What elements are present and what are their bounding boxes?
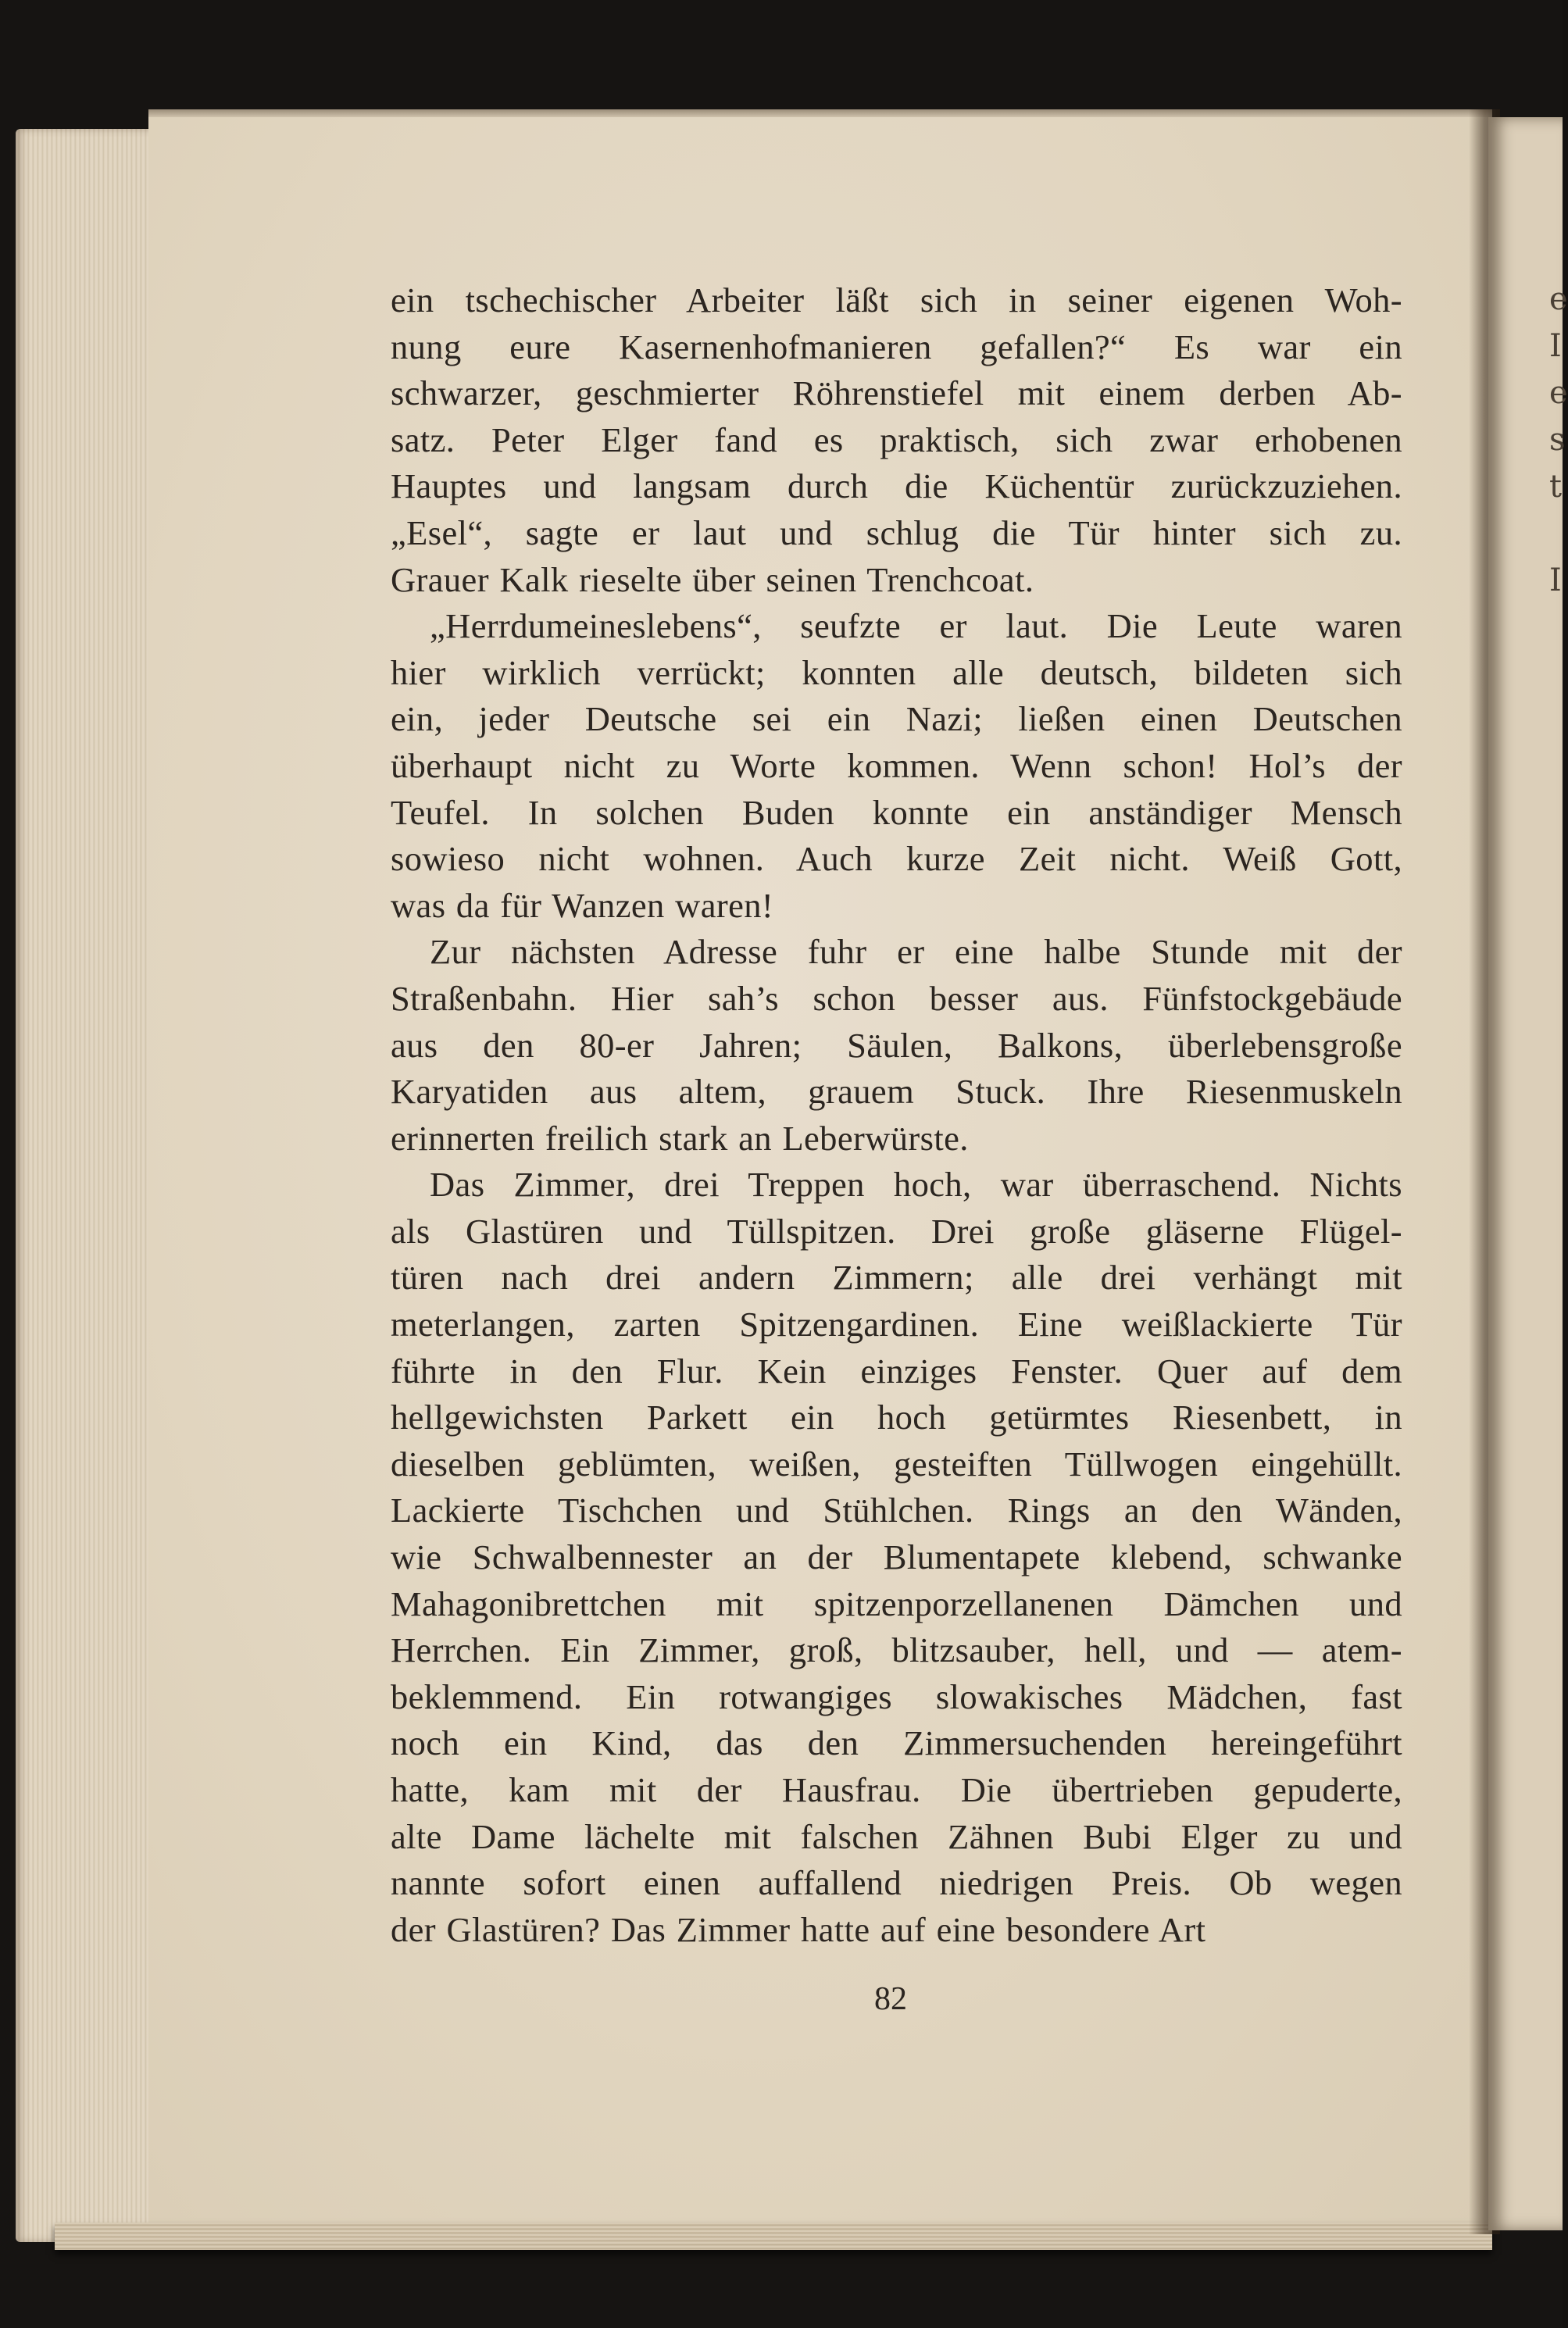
- text-line: noch ein Kind, das den Zimmersuchenden hereingeführt: [391, 1723, 1402, 1763]
- text-line: ein tschechischer Arbeiter läßt sich in seiner eigenen Woh-: [391, 280, 1402, 320]
- text-line: ein, jeder Deutsche sei ein Nazi; ließen einen Deutschen: [391, 699, 1402, 739]
- text-line: Straßenbahn. Hier sah’s schon besser aus. Fünfstockgebäude: [391, 978, 1402, 1018]
- text-line: führte in den Flur. Kein einziges Fenster. Quer auf dem: [391, 1351, 1402, 1391]
- text-line: erinnerten freilich stark an Leberwürste.: [391, 1118, 969, 1158]
- text-line: hatte, kam mit der Hausfrau. Die übertrieben gepuderte,: [391, 1770, 1402, 1809]
- text-line: „Herrdumeineslebens“, seufzte er laut. Die Leute waren: [430, 606, 1402, 646]
- text-line: Hauptes und langsam durch die Küchentür zurückzuziehen.: [391, 466, 1402, 506]
- text-line: als Glastüren und Tüllspitzen. Drei große gläserne Flügel-: [391, 1211, 1402, 1251]
- text-line: schwarzer, geschmierter Röhrenstiefel mit einem derben Ab-: [391, 373, 1402, 413]
- text-line: hier wirklich verrückt; konnten alle deutsch, bildeten sich: [391, 652, 1402, 692]
- text-line: Karyatiden aus altem, grauem Stuck. Ihre Riesenmuskeln: [391, 1072, 1402, 1112]
- text-line: Grauer Kalk rieselte über seinen Trenchcoat.: [391, 559, 1034, 599]
- paragraph: [391, 603, 1402, 929]
- text-line: überhaupt nicht zu Worte kommen. Wenn schon! Hol’s der: [391, 745, 1402, 785]
- text-line: satz. Peter Elger fand es praktisch, sich zwar erhobenen: [391, 420, 1402, 459]
- text-line: was da für Wanzen waren!: [391, 885, 774, 925]
- text-line: aus den 80-er Jahren; Säulen, Balkons, überlebensgroße: [391, 1025, 1402, 1065]
- next-page-glyph: s: [1549, 422, 1566, 458]
- paragraph: [391, 929, 1402, 1162]
- text-line: dieselben geblümten, weißen, gesteiften Tüllwogen eingehüllt.: [391, 1444, 1402, 1484]
- text-line: türen nach drei andern Zimmern; alle drei verhängt mit: [391, 1258, 1402, 1298]
- text-line: nannte sofort einen auffallend niedrigen Preis. Ob wegen: [391, 1863, 1402, 1903]
- next-page-edge: [1488, 117, 1568, 2230]
- next-page-glyph: I: [1549, 562, 1562, 598]
- paragraph: [391, 1162, 1402, 1953]
- body-text: [391, 277, 1402, 1953]
- text-line: alte Dame lächelte mit falschen Zähnen Bubi Elger zu und: [391, 1816, 1402, 1856]
- text-line: Lackierte Tischchen und Stühlchen. Rings an den Wänden,: [391, 1491, 1402, 1530]
- text-line: Mahagonibrettchen mit spitzenporzellanenen Dämchen und: [391, 1584, 1402, 1623]
- text-line: sowieso nicht wohnen. Auch kurze Zeit nicht. Weiß Gott,: [391, 839, 1402, 879]
- text-line: Zur nächsten Adresse fuhr er eine halbe Stunde mit der: [430, 932, 1402, 972]
- next-page-glyph: t: [1549, 469, 1563, 505]
- text-line: „Esel“, sagte er laut und schlug die Tür hinter sich zu.: [391, 512, 1402, 552]
- text-line: hellgewichsten Parkett ein hoch getürmtes Riesenbett, in: [391, 1398, 1402, 1437]
- paragraph: [391, 277, 1402, 603]
- next-page-glyph: I: [1549, 328, 1562, 364]
- text-line: der Glastüren? Das Zimmer hatte auf eine besondere Art: [391, 1909, 1206, 1949]
- page-bottom-edge: [55, 2223, 1492, 2250]
- next-page-glyph: e: [1549, 375, 1568, 411]
- next-page-glyph: e: [1549, 281, 1568, 317]
- text-line: nung eure Kasernenhofmanieren gefallen?“ Es war ein: [391, 327, 1402, 366]
- text-line: Herrchen. Ein Zimmer, groß, blitzsauber, hell, und — atem-: [391, 1630, 1402, 1670]
- text-line: Das Zimmer, drei Treppen hoch, war überraschend. Nichts: [430, 1165, 1402, 1205]
- text-line: meterlangen, zarten Spitzengardinen. Eine weißlackierte Tür: [391, 1305, 1402, 1344]
- text-line: beklemmend. Ein rotwangiges slowakisches Mädchen, fast: [391, 1676, 1402, 1716]
- page-number: 82: [874, 1981, 907, 2017]
- page-stack-edge: [16, 129, 164, 2242]
- text-line: Teufel. In solchen Buden konnte ein anständiger Mensch: [391, 792, 1402, 832]
- text-line: wie Schwalbennester an der Blumentapete klebend, schwanke: [391, 1537, 1402, 1577]
